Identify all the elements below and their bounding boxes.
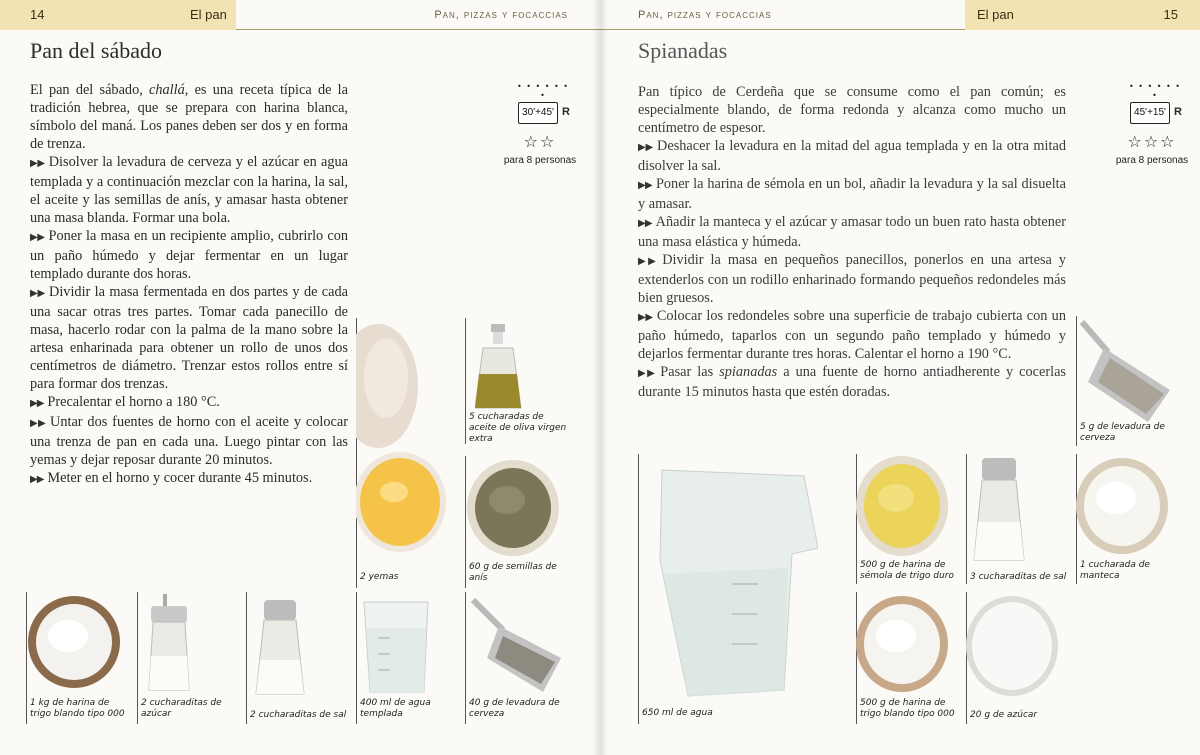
ingredient-water <box>356 592 464 724</box>
step-arrow-icon: ▶▶ <box>30 158 45 169</box>
recipe-title: Spianadas <box>638 38 728 63</box>
step-arrow-icon: ▶▶ <box>638 312 653 323</box>
ingredient-anise <box>465 456 573 588</box>
flour-bowl-icon <box>28 594 122 695</box>
pot-icon <box>510 82 570 132</box>
ingredient-sugar <box>137 592 245 724</box>
recipe-intro: Pan típico de Cerdeña que se consume como el pan común; es especialmente blando, de forma redonda y alcanza como mucho un centímetro de espesor. <box>638 84 1066 136</box>
ingredient-water <box>638 454 848 724</box>
egg-shell-icon <box>356 318 418 452</box>
ingredient-caption: 1 cucharada de manteca <box>1080 560 1150 581</box>
recipe-step: ▶▶ Dividir la masa en pequeños panecillos, ponerlos en una artesa y extenderlos con un rodillo enharinado formando pequeños redondeles más bien gruesos. <box>638 252 1066 306</box>
recipe-title: Pan del sábado <box>30 38 162 63</box>
recipe-step: ▶▶ Meter en el horno y cocer durante 45 minutos. <box>30 470 313 486</box>
recipe-text <box>638 83 1066 401</box>
right-header <box>600 0 1200 30</box>
step-arrow-icon: ▶▶ <box>638 368 657 379</box>
time-badge <box>500 82 580 172</box>
recipe-step: ▶▶ Untar dos fuentes de horno con el aceite y colocar una trenza de pan en cada una. Luego pintar con las yemas y dejar reposar durante 20 minutos. <box>30 414 348 468</box>
ingredient-caption: 2 yemas <box>360 572 399 582</box>
chapter-title: El pan <box>977 7 1014 22</box>
servings: para 8 personas <box>1115 155 1189 166</box>
section-title: Pan, pizzas y focaccias <box>638 9 772 21</box>
flour-bowl-icon <box>856 594 950 699</box>
ingredient-caption: 2 cucharaditas de sal <box>250 710 347 720</box>
oil-cruet-icon <box>475 324 525 415</box>
left-header <box>0 0 600 30</box>
ingredient-caption: 400 ml de agua templada <box>360 698 431 719</box>
sugar-bowl-icon <box>966 594 1060 703</box>
ingredient-caption: 2 cucharaditas de azúcar <box>141 698 222 719</box>
measuring-beaker-icon <box>648 464 818 705</box>
page-number: 15 <box>1163 7 1178 22</box>
step-arrow-icon: ▶▶ <box>30 288 45 299</box>
salt-shaker-icon <box>254 600 314 701</box>
step-arrow-icon: ▶▶ <box>30 398 44 409</box>
step-arrow-icon: ▶▶ <box>638 180 652 191</box>
pot-icon <box>1122 82 1182 132</box>
ingredient-caption: 60 g de semillas de anís <box>469 562 557 583</box>
ingredient-caption: 500 g de harina de trigo blando tipo 000 <box>860 698 955 719</box>
servings: para 8 personas <box>503 155 577 166</box>
recipe-step: ▶▶ Disolver la levadura de cerveza y el azúcar en agua templada y a continuación mezclar con la harina, la sal, el aceite y las semillas de anís, y amasar hasta obtener una masa blanda. Formar una bola. <box>30 154 348 226</box>
recipe-step: ▶▶ Pasar las spianadas a una fuente de horno antiadherente y cocerlas durante 15 minutos hasta que estén doradas. <box>638 364 1066 400</box>
ingredient-flour <box>856 592 964 724</box>
ingredient-oil <box>465 318 573 444</box>
step-arrow-icon: ▶▶ <box>30 232 45 243</box>
ingredient-caption: 5 g de levadura de cerveza <box>1080 422 1165 443</box>
ingredient-caption: 40 g de levadura de cerveza <box>469 698 560 719</box>
right-header-tab <box>965 0 1200 30</box>
ingredient-caption: 20 g de azúcar <box>970 710 1038 720</box>
difficulty-stars: ☆☆ <box>523 132 557 151</box>
ingredient-caption: 650 ml de agua <box>642 708 713 718</box>
recipe-step: ▶▶ Añadir la manteca y el azúcar y amasar todo un buen rato hasta obtener una masa elástica y húmeda. <box>638 214 1066 250</box>
steam-icon: • • • • • • • <box>1128 82 1182 100</box>
step-arrow-icon: ▶▶ <box>30 474 44 485</box>
recipe-step: ▶▶ Dividir la masa fermentada en dos partes y de cada una sacar otras tres partes. Tomar cada panecillo de masa, hacerlo rodar con la palma de la mano sobre la artesa enharinada para obtener un rollo de unos dos centímetros de diámetro. Trenzar estos rollos entre sí para formar dos trenzas. <box>30 284 348 392</box>
ingredient-flour <box>26 592 134 724</box>
time-value: 45'+15' <box>1130 102 1170 124</box>
semolina-bowl-icon <box>856 454 950 563</box>
rest-label: R <box>562 106 570 118</box>
recipe-step: ▶▶ Poner la masa en un recipiente amplio, cubrirlo con un paño húmedo y dejar fermentar en un lugar templado durante dos horas. <box>30 228 348 282</box>
ingredient-caption: 5 cucharadas de aceite de oliva virgen extra <box>469 412 567 444</box>
difficulty-stars: ☆☆☆ <box>1127 132 1177 151</box>
step-arrow-icon: ▶▶ <box>638 142 654 153</box>
recipe-step: ▶▶ Poner la harina de sémola en un bol, añadir la levadura y la sal disuelta y amasar. <box>638 176 1066 212</box>
seed-bowl-icon <box>467 458 561 563</box>
ingredient-lard <box>1076 454 1184 584</box>
recipe-step: ▶▶ Colocar los redondeles sobre una superficie de trabajo cubierta con un paño húmedo, taparlos con un segundo paño templado y húmedo y dejarlos fermentar durante tres horas. Calentar el horno a 190 °C. <box>638 308 1066 362</box>
steam-icon: • • • • • • • <box>516 82 570 100</box>
scoop-icon <box>1078 318 1174 427</box>
left-header-tab <box>0 0 236 30</box>
book-gutter <box>592 0 608 755</box>
rest-label: R <box>1174 106 1182 118</box>
page-number: 14 <box>30 7 45 22</box>
ingredient-yeast <box>465 592 573 724</box>
ingredient-semolina <box>856 454 964 584</box>
time-value: 30'+45' <box>518 102 558 124</box>
step-arrow-icon: ▶▶ <box>638 256 659 267</box>
ingredient-caption: 3 cucharaditas de sal <box>970 572 1067 582</box>
ingredient-sugar <box>966 592 1074 724</box>
ingredient-eggs <box>356 318 464 588</box>
sugar-shaker-icon <box>145 594 205 699</box>
section-title: Pan, pizzas y focaccias <box>434 9 568 21</box>
recipe-step: ▶▶ Precalentar el horno a 180 °C. <box>30 394 220 410</box>
recipe-intro: El pan del sábado, challá, es una receta típica de la tradición hebrea, que se prepara con harina blanca, símbolo del maná. Los panes deben ser dos y en forma de trenza. <box>30 82 348 152</box>
right-page <box>600 0 1200 755</box>
ingredient-salt <box>966 454 1074 584</box>
ingredient-salt <box>246 592 354 724</box>
ingredient-caption: 500 g de harina de sémola de trigo duro <box>860 560 954 581</box>
ingredient-yeast <box>1076 316 1184 446</box>
egg-yolk-icon <box>356 446 448 556</box>
ingredient-caption: 1 kg de harina de trigo blando tipo 000 <box>30 698 125 719</box>
measuring-beaker-icon <box>362 598 434 699</box>
salt-shaker-icon <box>972 458 1032 567</box>
chapter-title: El pan <box>190 7 227 22</box>
step-arrow-icon: ▶▶ <box>638 218 652 229</box>
recipe-text <box>30 81 348 489</box>
recipe-step: ▶▶ Deshacer la levadura en la mitad del agua templada y en la otra mitad disolver la sal. <box>638 138 1066 174</box>
time-badge <box>1112 82 1192 172</box>
lard-bowl-icon <box>1076 456 1170 561</box>
step-arrow-icon: ▶▶ <box>30 418 46 429</box>
scoop-icon <box>469 596 569 701</box>
